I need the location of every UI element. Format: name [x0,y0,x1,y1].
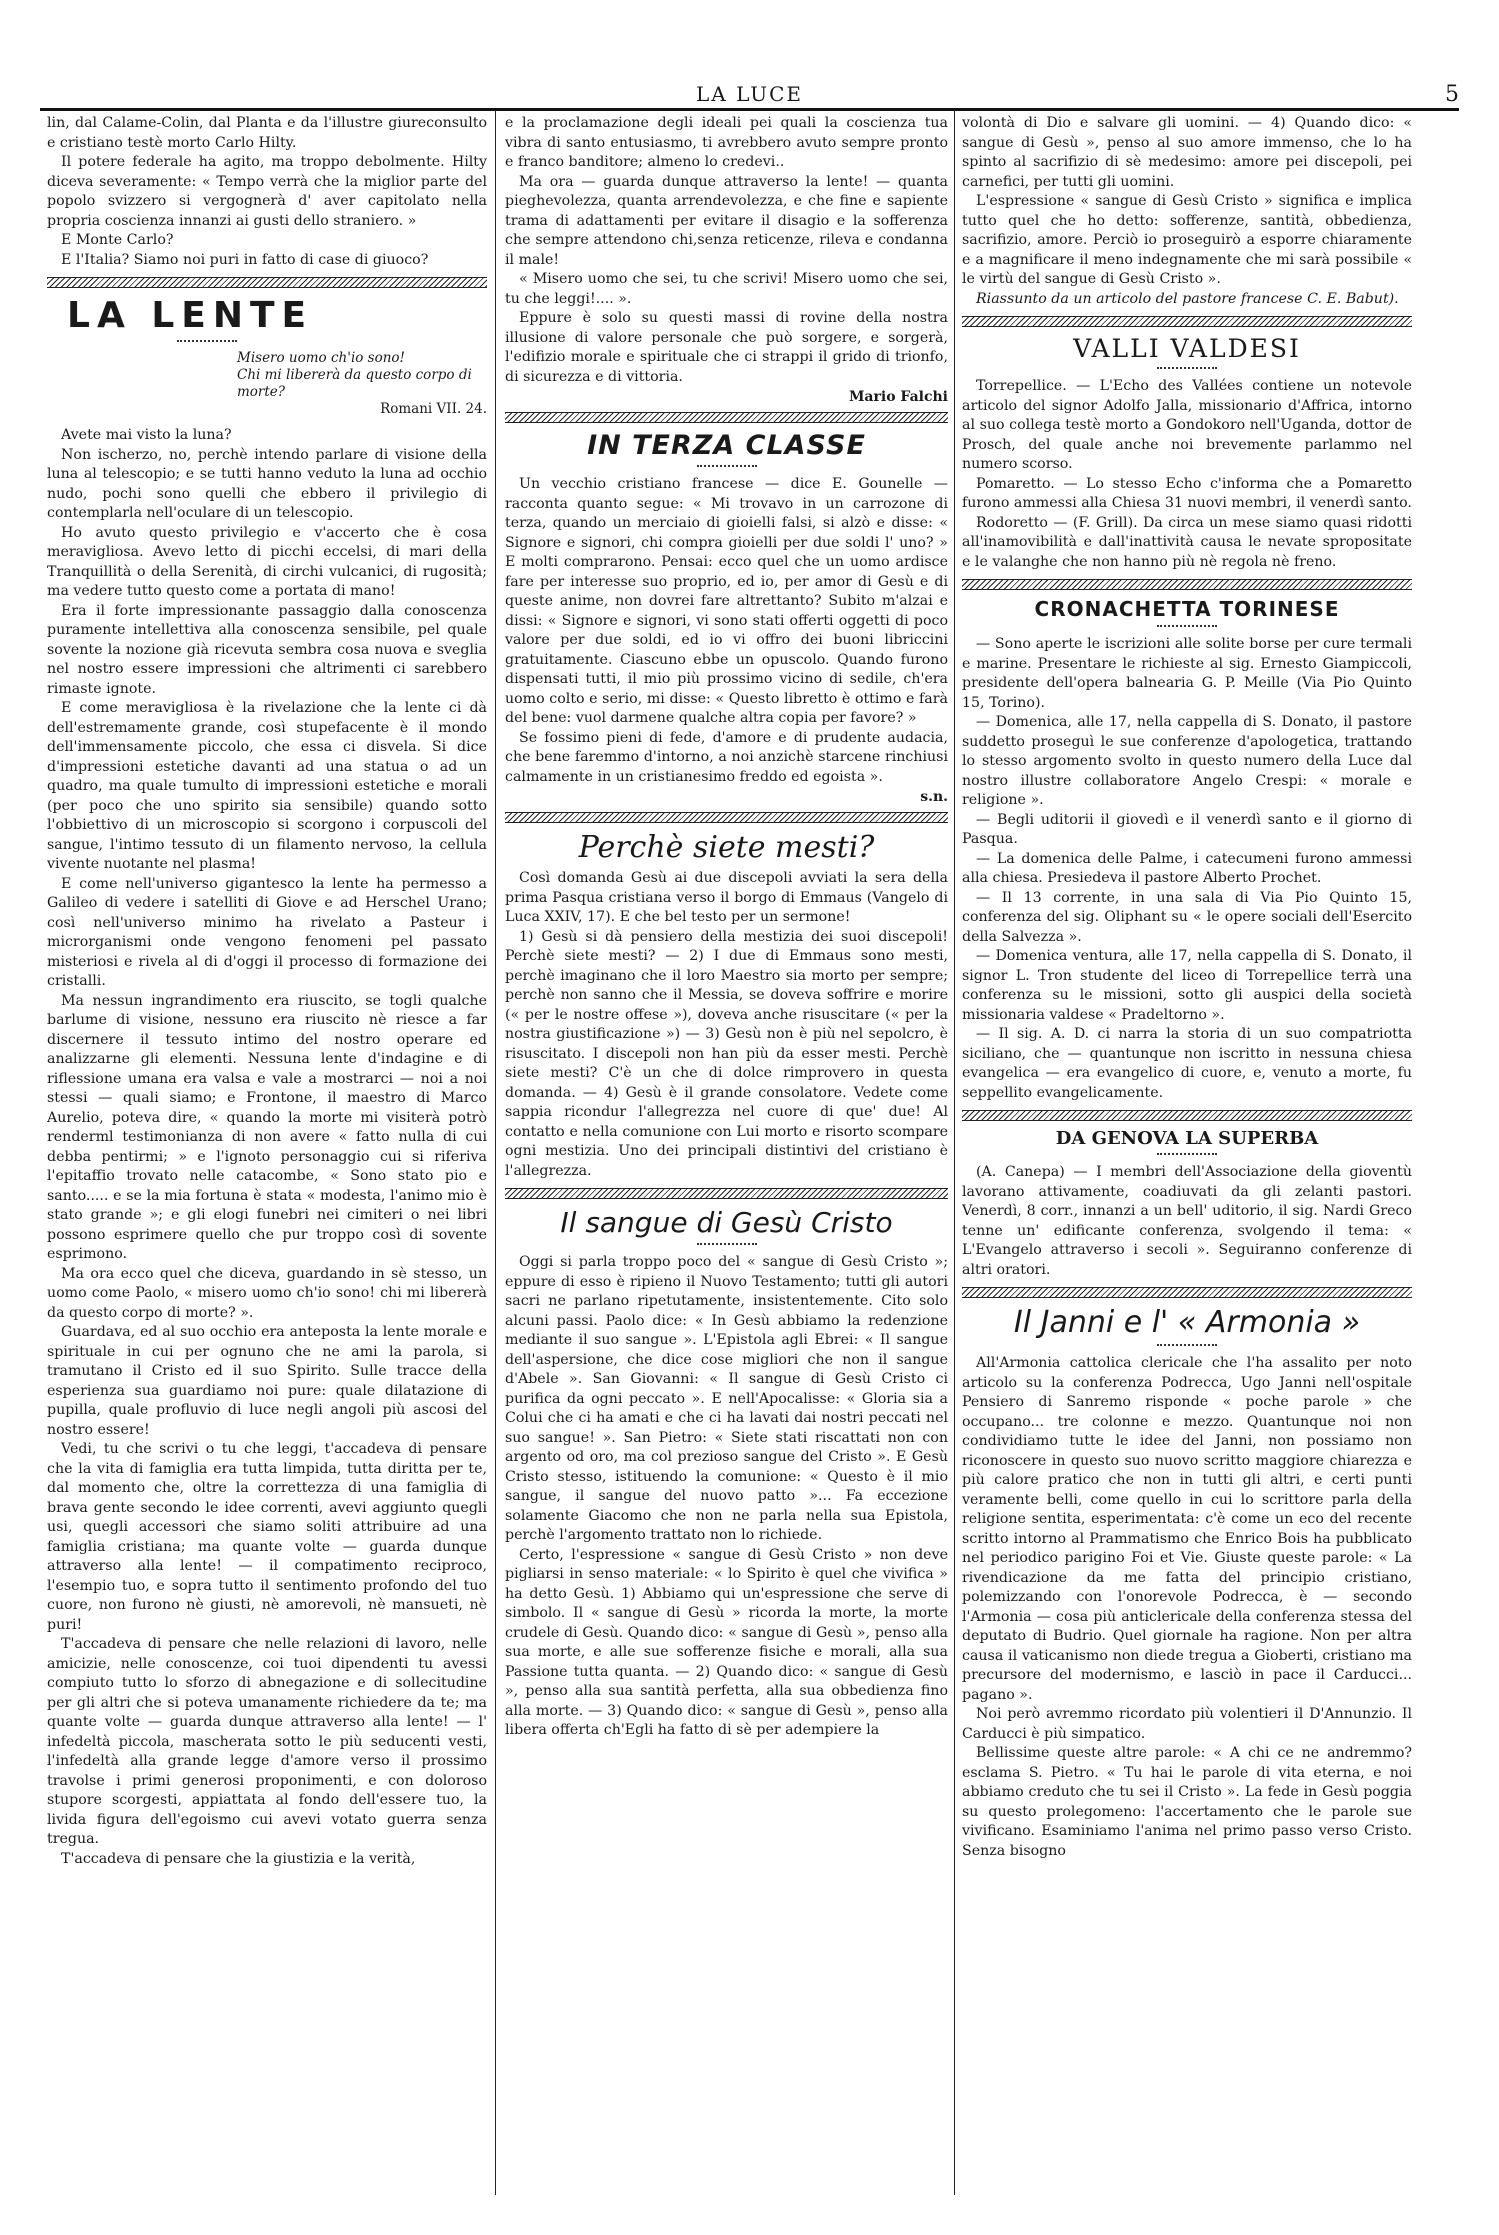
paragraph: — Il sig. A. D. ci narra la storia di un suo compatriotta siciliano, che — quantunque non iscritto in nessuna chiesa evangelica — era evangelico di cuore, e, venuto a morte, fu seppellito evangelicamente. [962,1026,1412,1101]
paragraph: Riassunto da un articolo del pastore francese C. E. Babut). [976,290,1399,307]
epigraph-line: Misero uomo ch'io sono! [237,350,405,366]
title-ornament [1157,1344,1217,1346]
paragraph: Certo, l'espressione « sangue di Gesù Cristo » non deve pigliarsi in senso materiale: « lo Spirito è quel che vivifica » ha detto Gesù. 1) Abbiamo qui un'espressione che serve di simbolo. Il « sangue di Gesù » ricorda la morte, la morte crudele di Gesù. Quando dico: « sangue di Gesù », penso alla sua morte, e alle sue sofferenze fisiche e morali, alla sua Passione tutta quanta. — 2) Quando dico: « sangue di Gesù », penso alla sua santità perfetta, alla sua obbedienza fino alla morte. — 3) Quando dico: « sangue di Gesù », penso alla libera offerta ch'Egli ha fatto di sè per adempiere la [505,1546,948,1738]
article-title: IN TERZA CLASSE [587,430,866,461]
article-title: Il sangue di Gesù Cristo [560,1206,893,1239]
paragraph: Ma ora — guarda dunque attraverso la lente! — quanta pieghevolezza, quanta arrendevolezza, e che fine e sapiente trama di adattamenti per evitare il disagio e la sofferenza che sempre attendono chi,senza reticenze, rileva e condanna il male! [505,173,948,268]
title-ornament [1157,367,1217,369]
paragraph: — Sono aperte le iscrizioni alle solite borse per cure termali e marine. Presentare le richieste al sig. Ernesto Giampiccoli, presidente dell'opera balnearia G. P. Meille (Via Pio Quinto 15, Torino). [962,636,1412,711]
paragraph: All'Armonia cattolica clericale che l'ha assalito per noto articolo su la conferenza Podrecca, Ugo Janni nell'ospitale Pensiero di Sanremo risponde « poche parole » che occupano... tre colonne e mezzo. Quantunque noi non condividiamo tutte le idee del Janni, non possiamo non riconoscere in questo suo nuovo scritto maggiore chiarezza e più calore pratico che non in tutti gli altri, e certi punti veramente belli, come quello in cui lo scrittore parla della religione sentita, esperimentata: c'è come un eco del recente scritto intorno al Prammatismo che Enrico Bois ha pubblicato nel periodico parigino Foi et Vie. Giuste queste parole: « La rivendicazione da me fatta del principio cristiano, polemizzando con l'onorevole Podrecca, è — secondo l'Armonia — cosa più anticlericale della conferenza stessa del deputato di Budrio. Quel giornale ha ragione. Non per altra causa il vaticanismo non diede tregua a Gioberti, cristiano ma precursore del modernismo, e lasciò in pace il Carducci... pagano ». [962,1355,1412,1703]
paragraph: Pomaretto. — Lo stesso Echo c'informa che a Pomaretto furono ammessi alla Chiesa 31 nuovi membri, il venerdì santo. [962,475,1412,511]
paragraph: Non ischerzo, no, perchè intendo parlare di visione della luna al telescopio; e se tutti hanno veduto la luna ad occhio nudo, pochi sono quelli che ebbero il privilegio di contemplarla nell'oculare di un telescopio. [47,446,487,521]
section-divider [962,316,1412,327]
section-divider [505,1188,948,1199]
column-1 [47,114,487,2205]
paragraph: — Il 13 corrente, in una sala di Via Pio Quinto 15, conferenza del sig. Oliphant su « le opere sociali dell'Esercito della Salvezza ». [962,889,1412,945]
section-divider [962,1110,1412,1121]
article-title: Il Janni e l' « Armonia » [1013,1305,1361,1340]
author-signature: Mario Falchi [848,389,948,405]
paragraph: E Monte Carlo? [61,232,174,248]
article-title: LA LENTE [67,295,314,336]
column-divider [495,110,496,2195]
section-divider [962,1287,1412,1298]
column-divider [954,110,955,2195]
paragraph: — La domenica delle Palme, i catecumeni furono ammessi alla chiesa. Presiedeva il pastore Alberto Prochet. [962,850,1412,886]
paragraph: Ma ora ecco quel che diceva, guardando in sè stesso, un uomo come Paolo, « misero uomo ch'io sono! chi mi libererà da questo corpo di morte? ». [47,1265,487,1321]
paragraph: E l'Italia? Siamo noi puri in fatto di case di giuoco? [61,251,429,268]
title-ornament [697,1243,757,1245]
paragraph: (A. Canepa) — I membri dell'Associazione della gioventù lavorano attivamente, coadiuvati da gli zelanti pastori. Venerdì, 8 corr., innanzi a un bell' uditorio, il sig. Nardi Greco tenne un' edificante conferenza, svolgendo il tema: « L'Evangelo attraverso i secoli ». Seguiranno conferenze di altri oratori. [962,1164,1412,1278]
paragraph: volontà di Dio e salvare gli uomini. — 4) Quando dico: « sangue di Gesù », penso al suo amore immenso, che lo ha spinto al sacrifizio di sè medesimo: amore pei discepoli, pei carnefici, per tutti gli uomini. [962,115,1412,190]
paragraph: « Misero uomo che sei, tu che scrivi! Misero uomo che sei, tu che leggi!.... ». [505,271,948,307]
paragraph: Il potere federale ha agito, ma troppo debolmente. Hilty diceva severamente: « Tempo verrà che la miglior parte del popolo svizzero si vergognerà d' aver capitolato nella propria coscienza innanzi ai gusti dello straniero. » [47,154,487,229]
paragraph: Ho avuto questo privilegio e v'accerto che è cosa meravigliosa. Avevo letto di picchi eccelsi, di mari della Tranquillità o della Serenità, di circhi vulcanici, di rugosità; ma vedere tutto questo come a portata di mano! [47,524,487,599]
column-3 [962,114,1412,2205]
paragraph: Rodoretto — (F. Grill). Da circa un mese siamo quasi ridotti all'inamovibilità e dall'inattività causa le nevate spropositate e le valanghe che non hanno più nè regola nè freno. [962,514,1412,570]
paragraph: lin, dal Calame-Colin, dal Planta e da l'illustre giureconsulto e cristiano testè morto Carlo Hilty. [47,115,487,151]
paragraph: Ma nessun ingrandimento era riuscito, se togli qualche barlume di visione, nessuno era riuscito nè riesce a far discernere il tessuto intimo del nostro operare ed analizzarne gli elementi. Nessuna lente d'indagine e di riflessione umana era valsa e vale a mostrarci — noi a noi stessi — quali siamo; e Frontone, il maestro di Marco Aurelio, poteva dire, « quando la morte mi visiterà potrò renderml testimonianza di non avere « fatto nulla di cui debba pentirmi; » e l'ignoto personaggio cui si riferiva l'epitaffio trovato nelle catacombe, « Sono stato pio e santo..... e se la mia fortuna è stata « modesta, l'animo mio è stato grande »; e gli elogi funebri nei cimiteri o nei libri possono esprimere quello che pur troppo così di sovente esprimono. [47,992,487,1262]
page-number: 5 [1445,82,1459,107]
epigraph-source: Romani VII. 24. [380,401,487,417]
paragraph: — Domenica ventura, alle 17, nella cappella di S. Donato, il signor L. Tron studente del liceo di Torrepellice terrà una conferenza su le missioni, sotto gli auspici della società missionaria valdese « Pradeltorno ». [962,948,1412,1023]
paragraph: Così domanda Gesù ai due discepoli avviati la sera della prima Pasqua cristiana verso il borgo di Emmaus (Vangelo di Luca XXIV, 17). E che bel testo per un sermone! [505,870,948,925]
paragraph: E come meravigliosa è la rivelazione che la lente ci dà dell'estremamente grande, così stupefacente è il mondo dell'immensamente piccolo, che essa ci disvela. Si dice d'impressioni estetiche davanti ad una statua o ad un quadro, ma quale tumulto di impressioni estetiche e morali (per poco che uno spirito sia sensibile) quando sotto l'obbiettivo di un microscopio si scorgono i corpuscoli del sangue, l'intimo tessuto di un filamento nervoso, la cellula vivente nuotante nel plasma! [47,700,487,872]
paragraph: Se fossimo pieni di fede, d'amore e di prudente audacia, che bene faremmo d'intorno, a noi anzichè starcene rinchiusi calmamente in un cristianesimo freddo ed egoista ». [505,729,948,785]
paragraph: Vedi, tu che scrivi o tu che leggi, t'accadeva di pensare che la vita di famiglia era tutta limpida, tutta diritta per te, dal momento che, oltre la correttezza di una famiglia di brava gente secondo le idee correnti, avevi aggiunto quegli usi, quegli accessori che siamo soliti attribuire ad una famiglia cristiana; ma quante volte — guarda dunque attraverso alla lente! — il compatimento reciproco, l'esempio tuo, e sopra tutto il sentimento profondo del tuo cuore, non furono nè giusti, nè amorevoli, nè mansueti, nè puri! [47,1441,487,1633]
epigraph [237,350,487,418]
paragraph: Oggi si parla troppo poco del « sangue di Gesù Cristo »; eppure di esso è ripieno il Nuovo Testamento; tutti gli autori sacri ne parlano ripetutamente, insistentemente. Cito solo alcuni passi. Paolo dice: « In Gesù abbiamo la redenzione mediante il suo sangue ». L'Epistola agli Ebrei: « Il sangue dell'aspersione, che dice cose migliori che non il sangue d'Abele ». San Giovanni: « Il sangue di Gesù Cristo ci purifica da ogni peccato ». E nell'Apocalisse: « Gloria sia a Colui che ci ha amati e che ci ha lavati dai nostri peccati nel suo sangue! ». San Pietro: « Siete stati riscattati non con argento od oro, ma col prezioso sangue del Cristo ». E Gesù Cristo stesso, istituendo la comunione: « Questo è il mio sangue, il sangue del nuovo patto »... Fa eccezione solamente Giacomo che non ne parla nella sua Epistola, perchè l'argomento trattato non lo richiede. [505,1254,948,1543]
paragraph: Noi però avremmo ricordato più volentieri il D'Annunzio. Il Carducci è più simpatico. [962,1706,1412,1742]
paragraph: Torrepellice. — L'Echo des Vallées contiene un notevole articolo del signor Adolfo Jalla, missionario d'Affrica, intorno al suo collega testè morto a Gondokoro nell'Uganda, dottor de Prosch, del quale anche noi brevemente parlammo nel numero scorso. [962,378,1412,472]
masthead [40,82,1459,108]
paragraph: Bellissime queste altre parole: « A chi ce ne andremmo? esclama S. Pietro. « Tu hai le parole di vita eterna, e noi abbiamo creduto che tu sei il Cristo ». La fede in Gesù poggia su questo prolegomeno: l'accertamento che le parole sue vivificano. Esaminiamo l'anima nel primo passo verso Cristo. Senza bisogno [962,1745,1412,1859]
paragraph: e la proclamazione degli ideali pei quali la coscienza tua vibra di santo entusiasmo, ti avrebbero avuto sempre pronto e franco banditore; almeno lo credevi.. [505,115,948,170]
newspaper-title: LA LUCE [695,82,804,106]
paragraph: Era il forte impressionante passaggio dalla conoscenza puramente intellettiva alla conoscenza sensibile, pel quale sovente la nozione già ricevuta sembra cosa nuova e sveglia nel nostro essere impressioni che altrimenti ci sarebbero rimaste ignote. [47,602,487,697]
paragraph: Avete mai visto la luna? [61,427,232,443]
section-divider [505,812,948,823]
epigraph-line: Chi mi libererà da questo corpo di morte? [237,367,472,400]
header-rule [40,108,1459,111]
title-ornament [1157,1153,1217,1155]
paragraph: Guardava, ed al suo occhio era anteposta la lente morale e spirituale in cui per ognuno che ne ami la parola, si tramutano il Cristo ed il suo Spirito. Sulle tracce della esperienza sua guardiamo noi pure: quale dilatazione di pupilla, quale profluvio di luce negli angoli più ascosi del nostro essere! [47,1324,487,1438]
title-ornament [697,465,757,467]
article-title: CRONACHETTA TORINESE [1034,597,1340,621]
author-signature: s.n. [920,789,948,805]
column-2 [505,114,948,2205]
paragraph: Eppure è solo su questi massi di rovine della nostra illusione di valore personale che può sorgere, e sorgerà, l'edifizio morale e spirituale che ci strappi il grido di trionfo, di sicurezza e di vittoria. [505,310,948,385]
title-ornament [1157,625,1217,627]
title-ornament [177,340,237,342]
section-divider [47,277,487,288]
paragraph: T'accadeva di pensare che nelle relazioni di lavoro, nelle amicizie, nelle conoscenze, coi tuoi dipendenti tu avessi compiuto tutto lo sforzo di abnegazione e di sollecitudine per gli altri che si poteva umanamente richiedere da te; ma quante volte — guarda dunque attraverso alla lente! — l' infedeltà piccola, mascherata sotto le più seducenti vesti, l'infedeltà alla grande legge d'amore verso il prossimo travolse i primi generosi proponimenti, e con doloroso stupore scorgesti, appiattata al fondo dell'essere tuo, la livida figura dell'egoismo cui avevi votato guerra senza tregua. [47,1636,487,1847]
paragraph: E come nell'universo gigantesco la lente ha permesso a Galileo di vedere i satelliti di Giove e ad Herschel Urano; così nell'universo minimo ha rivelato a Pasteur i microrganismi onde vengono fenomeni pel passato misteriosi e rivela al di d'oggi il processo di formazione dei cristalli. [47,875,487,989]
article-title: DA GENOVA LA SUPERBA [1055,1128,1319,1149]
paragraph: 1) Gesù si dà pensiero della mestizia dei suoi discepoli! Perchè siete mesti? — 2) I due di Emmaus sono mesti, perchè imaginano che il loro Maestro sia morto per sempre; perchè non sanno che il Messia, se doveva soffrire e morire (« per le nostre offese »), doveva anche risuscitare (« per la nostra giustificazione ») — 3) Gesù non è più nel sepolcro, è risuscitato. I discepoli non han più da esser mesti. Perchè siete mesti? C'è un che di dolce rimprovero in questa domanda. — 4) Gesù è il grande consolatore. Vedete come sappia ricondur l'allegrezza nel cuore di que' due! Al contatto e nella comunione con Lui morto e risorto scompare ogni mestizia. Uno dei principali distintivi del cristiano è l'allegrezza. [505,928,948,1179]
section-divider [505,412,948,423]
article-title: Perchè siete mesti? [578,830,875,865]
article-title: VALLI VALDESI [1073,334,1301,363]
paragraph: Un vecchio cristiano francese — dice E. Gounelle — racconta quanto segue: « Mi trovavo in un carrozone di terza, quando un merciaio di gioielli falsi, si alzò e disse: « Signore e signori, chi compra gioielli per due soldi l' uno? » E molti comprarono. Pensai: ecco quel che un uomo ardisce fare per interesse suo proprio, ed io, per amor di Gesù e di queste anime, non dovrei fare altrettanto? Subito m'alzai e dissi: « Signore e signori, vi sono stati offerti oggetti di poco valore per due soldi, ed io vi offro dei buoni libriccini gratuitamente. Ciascuno ebbe un opuscolo. Quando furono dispensati tutti, il mio più prossimo vicino di sedile, ch'era uomo colto e serio, mi disse: « Questo libretto è ottimo e farà del bene: vuol darmene qualche altra copia per favore? » [505,476,948,726]
section-divider [962,579,1412,590]
paragraph: — Begli uditorii il giovedì e il venerdì santo e il giorno di Pasqua. [962,811,1412,847]
paragraph: — Domenica, alle 17, nella cappella di S. Donato, il pastore suddetto proseguì le sue conferenze d'apologetica, trattando lo stesso argomento svolto in questo numero della Luce dal nostro illustre collaboratore Angelo Crespi: « morale e religione ». [962,714,1412,808]
paragraph: L'espressione « sangue di Gesù Cristo » significa e implica tutto quel che ho detto: sofferenze, santità, obbedienza, sacrifizio, amore. Perciò io proseguirò a esporre chiaramente e a magnificare il meno indegnamente che mi sarà possibile « le virtù del sangue di Gesù Cristo ». [962,193,1412,287]
paragraph: T'accadeva di pensare che la giustizia e la verità, [61,1850,416,1867]
